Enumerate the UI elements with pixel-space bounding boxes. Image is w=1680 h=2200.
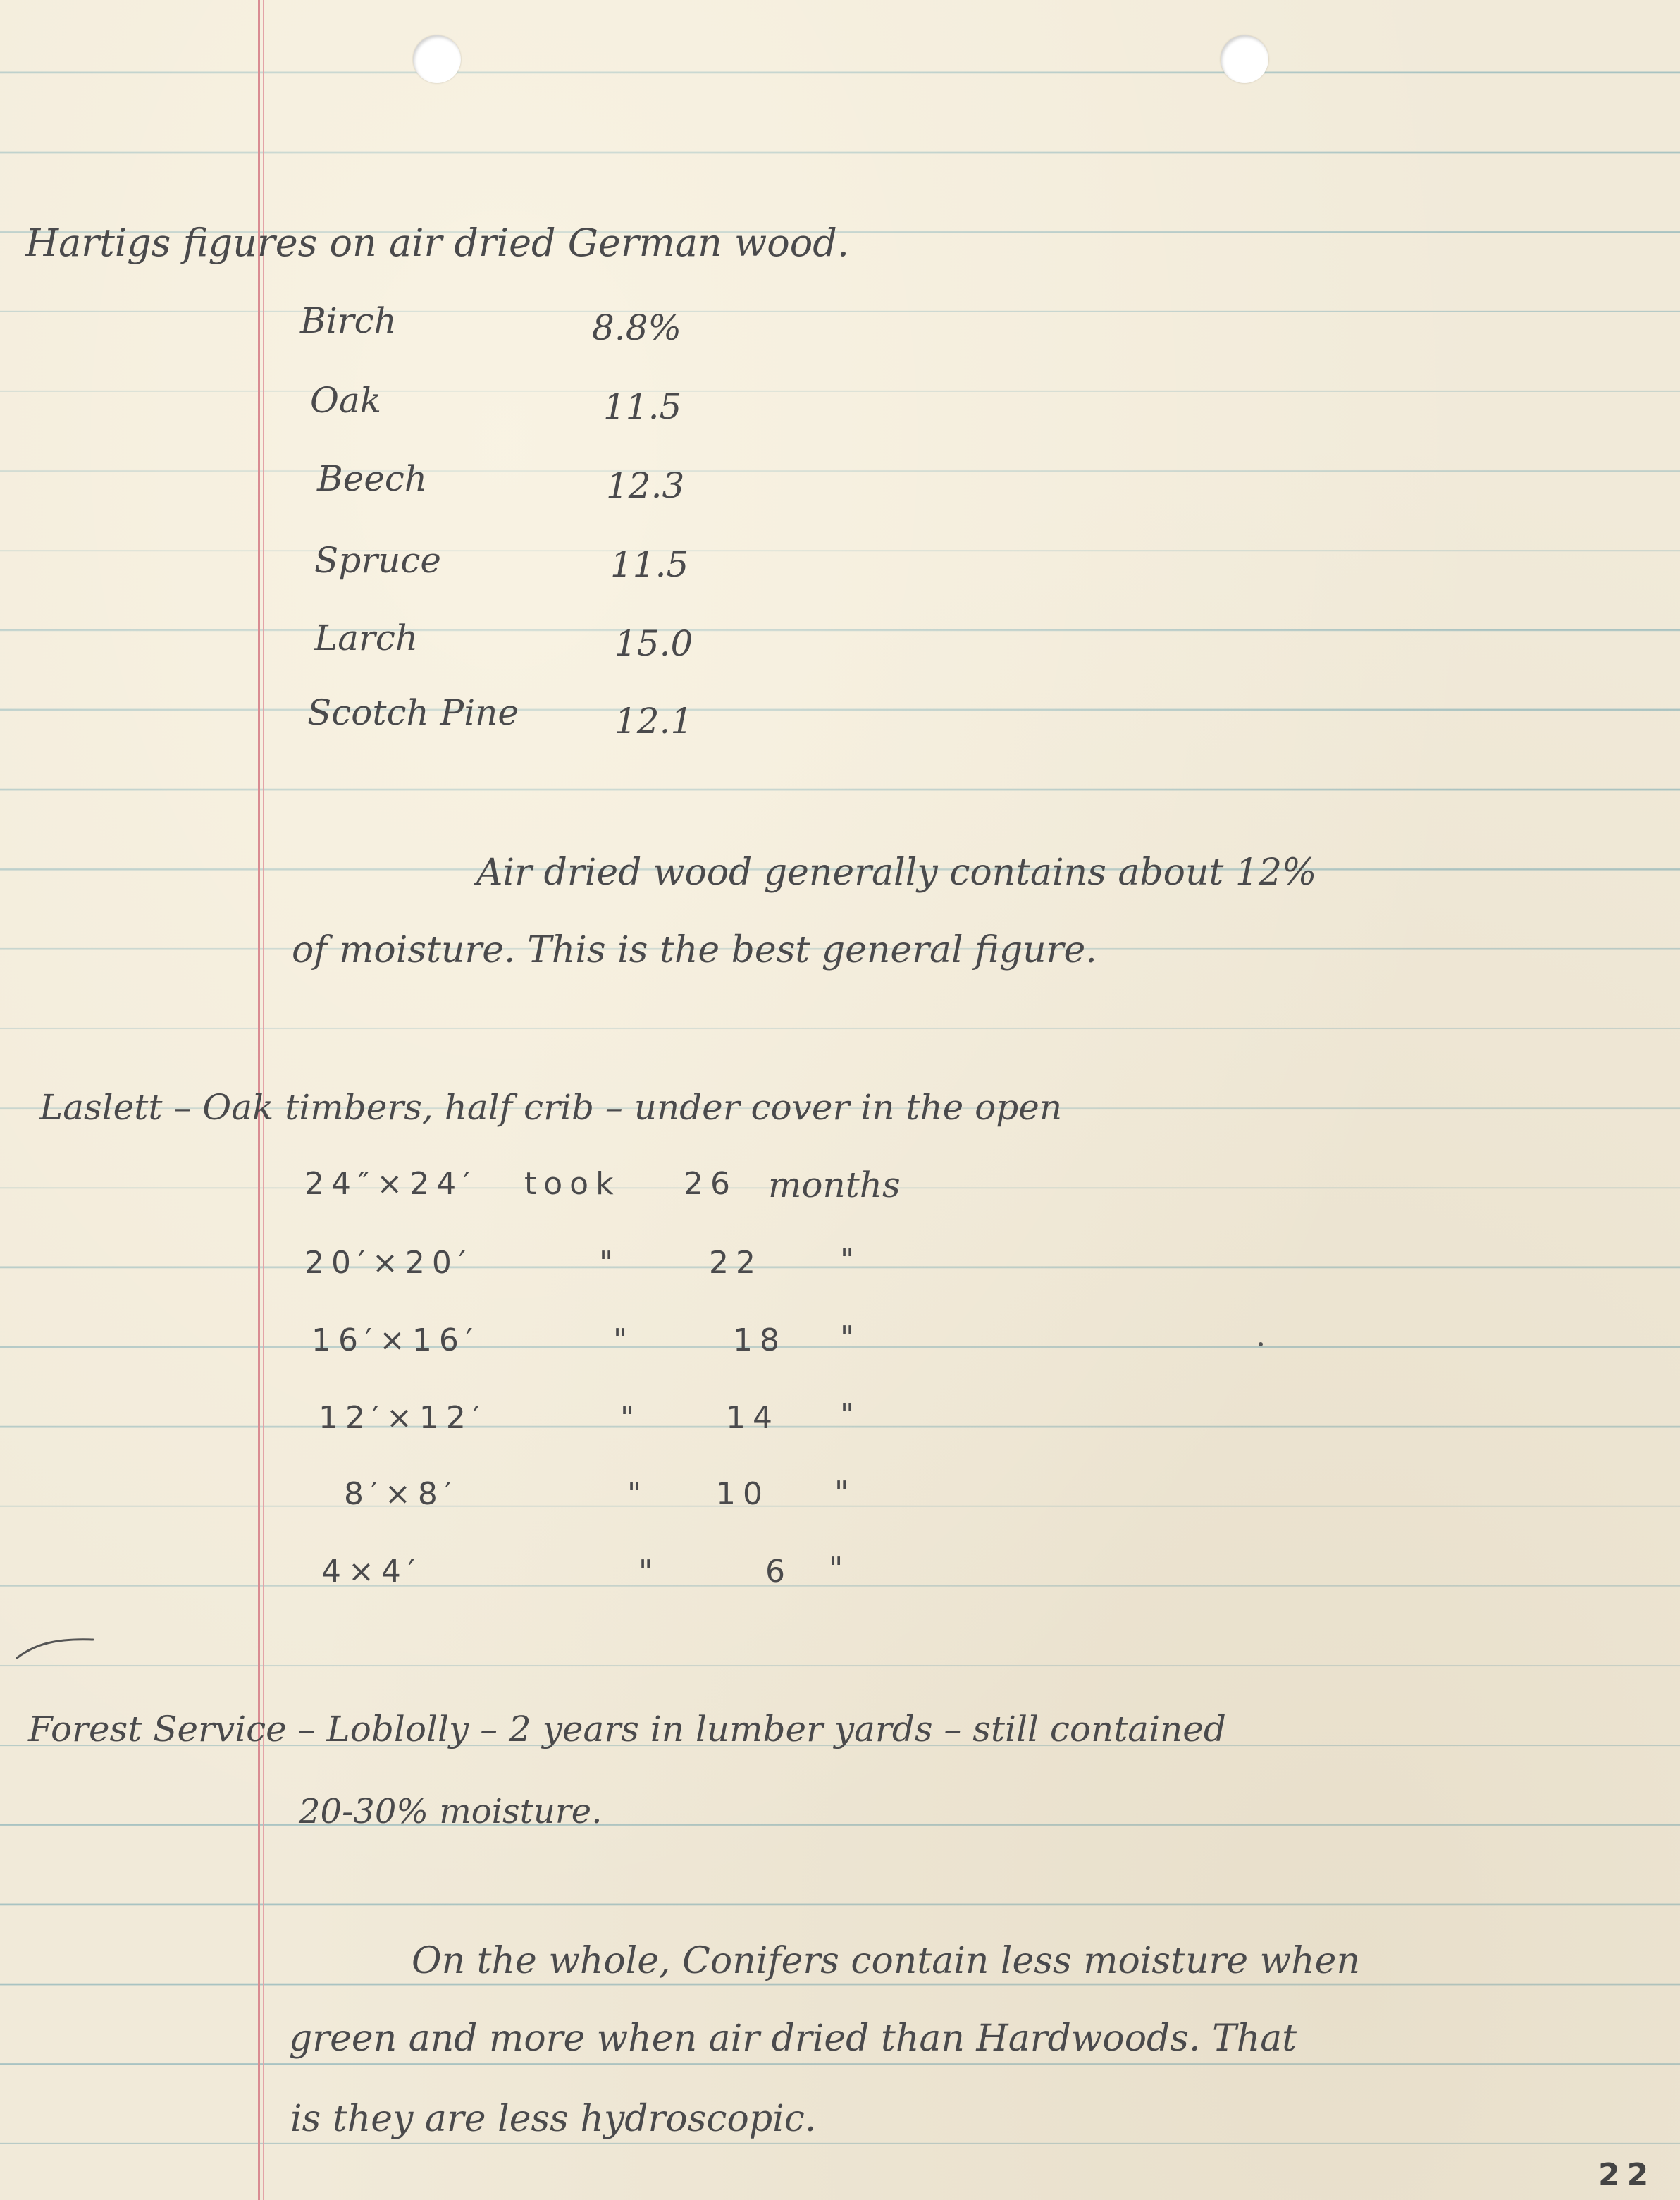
hartig-wood-birch: Birch: [300, 300, 397, 341]
laslett-ditto-20: ": [599, 1245, 621, 1281]
laslett-unit-24: months: [768, 1164, 901, 1205]
hartig-value-beech: 12.3: [606, 465, 685, 506]
laslett-size-16: 16′×16′: [311, 1322, 480, 1358]
conifers-line-3: is they are less hydroscopic.: [290, 2098, 817, 2140]
laslett-months-8: 10: [716, 1476, 770, 1512]
hartig-value-oak: 11.5: [603, 386, 682, 427]
hartig-wood-oak: Oak: [310, 380, 382, 421]
laslett-size-12: 12′×12′: [319, 1400, 487, 1436]
hartig-wood-spruce: Spruce: [314, 540, 441, 581]
hartig-wood-scotch-pine: Scotch Pine: [307, 692, 519, 733]
laslett-ditto-4: ": [638, 1554, 660, 1590]
laslett-ditto-16: ": [613, 1322, 635, 1358]
stray-dot: [1259, 1342, 1263, 1346]
laslett-ditto-12: ": [620, 1400, 642, 1436]
pencil-stroke-mark: [14, 1634, 99, 1662]
laslett-unit-16: ": [840, 1320, 862, 1356]
laslett-size-8: 8′×8′: [344, 1476, 459, 1512]
laslett-unit-4: ": [829, 1551, 851, 1587]
forest-service-line-1: Forest Service – Loblolly – 2 years in lumber yards – still contained: [28, 1709, 1226, 1750]
hartig-value-spruce: 11.5: [610, 544, 689, 585]
hartig-heading: Hartigs figures on air dried German wood.: [25, 221, 849, 265]
page-number: 22: [1598, 2157, 1656, 2193]
punch-hole-left: [413, 35, 461, 83]
air-dried-line-1: Air dried wood generally contains about 12%: [476, 852, 1317, 894]
conifers-line-2: green and more when air dried than Hardwoods. That: [289, 2017, 1297, 2060]
laslett-took-24: took: [524, 1166, 621, 1202]
laslett-unit-12: ": [840, 1397, 862, 1433]
laslett-months-16: 18: [733, 1322, 786, 1358]
hartig-wood-larch: Larch: [314, 617, 419, 658]
punch-hole-right: [1221, 35, 1268, 83]
laslett-months-4: 6: [765, 1554, 792, 1590]
laslett-unit-20: ": [840, 1242, 862, 1278]
forest-service-line-2: 20-30% moisture.: [299, 1792, 603, 1831]
laslett-ditto-8: ": [627, 1476, 649, 1512]
hartig-value-birch: 8.8%: [592, 307, 682, 348]
laslett-unit-8: ": [834, 1475, 856, 1511]
laslett-heading: Laslett – Oak timbers, half crib – under cover in the open: [39, 1087, 1063, 1128]
laslett-months-20: 22: [709, 1245, 762, 1281]
laslett-size-24: 24″×24′: [304, 1166, 478, 1202]
air-dried-line-2: of moisture. This is the best general figure.: [292, 929, 1097, 971]
laslett-size-20: 20′×20′: [304, 1245, 473, 1281]
hartig-value-larch: 15.0: [614, 623, 693, 664]
hartig-wood-beech: Beech: [317, 458, 428, 499]
laslett-months-24: 26: [684, 1166, 737, 1202]
hartig-value-scotch-pine: 12.1: [614, 701, 693, 742]
laslett-months-12: 14: [726, 1400, 779, 1436]
laslett-size-4: 4×4′: [321, 1554, 422, 1590]
conifers-line-1: On the whole, Conifers contain less moisture when: [412, 1940, 1360, 1982]
